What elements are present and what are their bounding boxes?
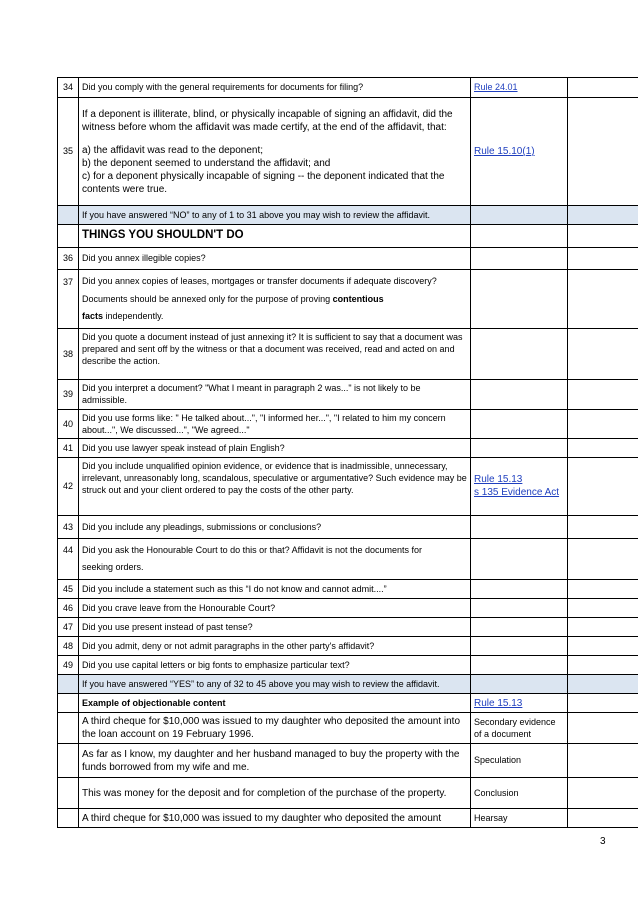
rule-link-text[interactable]: Rule 24.01 — [474, 82, 518, 93]
row-number: 43 — [58, 515, 79, 538]
example-tag: Speculation — [471, 744, 568, 778]
table-row — [58, 618, 638, 637]
question-text: Did you ask the Honourable Court to do this or that? Affidavit is not the documents for seeking orders. — [79, 538, 471, 579]
rule-link-text[interactable]: Rule 15.13 — [474, 697, 523, 709]
table-row — [58, 580, 638, 599]
question-item-c: c) for a deponent physically incapable of signing -- the deponent indicated that the contents were true. — [82, 170, 445, 195]
table-row — [58, 457, 638, 515]
table-row — [58, 515, 638, 538]
answer-cell[interactable] — [568, 599, 638, 618]
question-text: Did you interpret a document? "What I meant in paragraph 2 was..." is not likely to be admissible. — [79, 379, 471, 409]
example-text: A third cheque for $10,000 was issued to my daughter who deposited the amount — [79, 809, 471, 828]
rule-link-text[interactable]: Rule 15.10(1) — [474, 146, 535, 157]
question-text: Did you crave leave from the Honourable Court? — [79, 599, 471, 618]
answer-cell[interactable] — [568, 637, 638, 656]
table-row — [58, 270, 638, 329]
question-intro: If a deponent is illiterate, blind, or physically incapable of signing an affidavit, did the witness before whom the affidavit was made certify, at the end of the affidavit, that: — [82, 108, 453, 133]
review-note: If you have answered “YES” to any of 32 to 45 above you may wish to review the affidavit. — [79, 675, 471, 694]
table-row — [58, 675, 638, 694]
row-number: 44 — [58, 538, 79, 579]
question-text: Did you use capital letters or big fonts to emphasize particular text? — [79, 656, 471, 675]
table-row — [58, 656, 638, 675]
example-text: This was money for the deposit and for completion of the purchase of the property. — [79, 778, 471, 809]
review-note: If you have answered “NO” to any of 1 to 31 above you may wish to review the affidavit. — [79, 206, 471, 225]
row-number: 36 — [58, 248, 79, 270]
question-note-cont: facts independently. — [82, 311, 164, 322]
row-number: 35 — [58, 98, 79, 206]
question-note: Documents should be annexed only for the purpose of proving contentious — [82, 293, 384, 304]
table-row — [58, 778, 638, 809]
row-number: 41 — [58, 438, 79, 457]
table-row — [58, 78, 638, 98]
example-text: As far as I know, my daughter and her husband managed to buy the property with the funds borrowed from my wife and me. — [79, 744, 471, 778]
question-text: Did you include any pleadings, submissions or conclusions? — [79, 515, 471, 538]
table-row — [58, 538, 638, 579]
row-number: 48 — [58, 637, 79, 656]
question-text: Did you include unqualified opinion evidence, or evidence that is inadmissible, unnecessary, irrelevant, unreasonably long, scandalous, speculative or argumentative? Such evidence may be struck out and your client ordered to pay the costs of the other party. — [79, 457, 471, 515]
table-row — [58, 637, 638, 656]
row-number: 46 — [58, 599, 79, 618]
answer-cell[interactable] — [568, 409, 638, 438]
row-number: 37 — [58, 270, 79, 329]
answer-cell[interactable] — [568, 538, 638, 579]
row-number: 40 — [58, 409, 79, 438]
table-row — [58, 438, 638, 457]
question-text: Did you use forms like: " He talked about...", "I informed her...", "I related to him my concern about...", We discussed...", "We agreed..." — [79, 409, 471, 438]
table-row — [58, 694, 638, 713]
question-text: Did you comply with the general requirements for documents for filing? — [79, 78, 471, 98]
answer-cell[interactable] — [568, 78, 638, 98]
answer-cell[interactable] — [568, 656, 638, 675]
answer-cell[interactable] — [568, 515, 638, 538]
example-label: Example of objectionable content — [79, 694, 471, 713]
table-row — [58, 206, 638, 225]
row-number: 38 — [58, 328, 79, 379]
answer-cell[interactable] — [568, 618, 638, 637]
example-text: A third cheque for $10,000 was issued to my daughter who deposited the amount into the loan account on 19 February 1996. — [79, 713, 471, 744]
question-text: Did you quote a document instead of just annexing it? It is sufficient to say that a document was prepared and sent off by the witness or that a document was received, read and acted on and describe the action. — [79, 328, 471, 379]
table-row — [58, 248, 638, 270]
answer-cell[interactable] — [568, 438, 638, 457]
example-tag: Secondary evidence of a document — [471, 713, 568, 744]
evidence-act-link[interactable]: s 135 Evidence Act — [474, 487, 560, 499]
table-row — [58, 599, 638, 618]
question-text: Did you use lawyer speak instead of plain English? — [79, 438, 471, 457]
answer-cell[interactable] — [568, 379, 638, 409]
table-row — [58, 713, 638, 744]
question-text: Did you include a statement such as this “I do not know and cannot admit....” — [79, 580, 471, 599]
question-text — [79, 98, 471, 206]
row-number: 45 — [58, 580, 79, 599]
rule-link[interactable] — [471, 98, 568, 206]
question-item-a: a) the affidavit was read to the deponent; — [82, 144, 264, 156]
table-row — [58, 409, 638, 438]
question-text — [79, 270, 471, 329]
answer-cell[interactable] — [568, 270, 638, 329]
question-text: Did you annex illegible copies? — [79, 248, 471, 270]
example-tag: Hearsay — [471, 809, 568, 828]
table-row — [58, 744, 638, 778]
table-row — [58, 225, 638, 248]
row-number: 47 — [58, 618, 79, 637]
example-tag: Conclusion — [471, 778, 568, 809]
page-number: 3 — [600, 836, 606, 847]
rule-link[interactable] — [471, 78, 568, 98]
table-row — [58, 809, 638, 828]
answer-cell[interactable] — [568, 328, 638, 379]
answer-cell[interactable] — [568, 580, 638, 599]
answer-cell[interactable] — [568, 98, 638, 206]
question-item-b: b) the deponent seemed to understand the affidavit; and — [82, 157, 331, 169]
rule-link[interactable] — [471, 694, 568, 713]
section-heading: THINGS YOU SHOULDN'T DO — [79, 225, 471, 248]
table-row — [58, 379, 638, 409]
row-number: 34 — [58, 78, 79, 98]
row-number: 49 — [58, 656, 79, 675]
answer-cell[interactable] — [568, 248, 638, 270]
question-text: Did you admit, deny or not admit paragraphs in the other party's affidavit? — [79, 637, 471, 656]
row-number: 39 — [58, 379, 79, 409]
question-text: Did you use present instead of past tense? — [79, 618, 471, 637]
checklist-table — [57, 77, 638, 828]
row-number: 42 — [58, 457, 79, 515]
rule-link[interactable] — [471, 457, 568, 515]
rule-link-text[interactable]: Rule 15.13 — [474, 474, 523, 486]
table-row — [58, 328, 638, 379]
table-row — [58, 98, 638, 206]
answer-cell[interactable] — [568, 457, 638, 515]
question-main: Did you annex copies of leases, mortgages or transfer documents if adequate discovery? — [82, 276, 437, 286]
